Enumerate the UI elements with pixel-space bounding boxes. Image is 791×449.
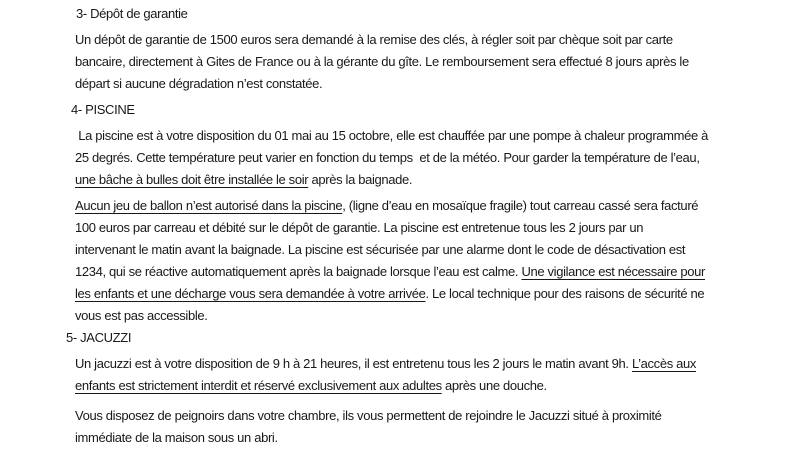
text-run: . Le local technique pour des raisons de sécurité ne <box>425 286 705 301</box>
text-line <box>75 217 719 239</box>
paragraph <box>75 29 719 95</box>
paragraph <box>75 353 719 397</box>
text-line <box>75 305 719 327</box>
text-line <box>75 427 719 449</box>
text-line <box>75 29 719 51</box>
text-line <box>75 169 719 191</box>
text-line <box>75 261 719 283</box>
section-heading: 4- PISCINE <box>71 102 135 117</box>
document-section <box>75 3 719 95</box>
text-line <box>75 375 719 397</box>
text-line <box>75 51 719 73</box>
text-line <box>75 195 719 217</box>
text-run: bancaire, directement à Gites de France ou à la gérante du gîte. Le remboursement sera effectué 8 jours après le <box>75 54 689 69</box>
text-run: vous est pas accessible. <box>75 308 208 323</box>
underlined-text-run: L’accès aux <box>631 356 697 371</box>
underlined-text-run: les enfants et une décharge vous sera demandée à votre arrivée <box>75 286 426 301</box>
section-heading: 3- Dépôt de garantie <box>76 6 188 21</box>
text-line <box>75 353 719 375</box>
text-line <box>75 147 719 169</box>
text-line <box>75 405 719 427</box>
text-run: La piscine est à votre disposition du 01 mai au 15 octobre, elle est chauffée par une pompe à chaleur programmée à <box>75 128 709 143</box>
text-run: Un dépôt de garantie de 1500 euros sera demandé à la remise des clés, à régler soit par chèque soit par carte <box>75 32 673 47</box>
paragraph <box>75 125 719 191</box>
document-section <box>71 99 719 327</box>
text-run: immédiate de la maison sous un abri. <box>75 430 278 445</box>
text-run: après une douche. <box>441 378 547 393</box>
text-run: Vous disposez de peignoirs dans votre chambre, ils vous permettent de rejoindre le Jacuzzi situé à proximité <box>75 408 662 423</box>
text-line <box>75 283 719 305</box>
section-heading: 5- JACUZZI <box>66 330 132 345</box>
text-run: après la baignade. <box>308 172 413 187</box>
underlined-text-run: enfants est strictement interdit et réservé exclusivement aux adultes <box>75 378 442 393</box>
text-line <box>75 125 719 147</box>
text-run: , (ligne d’eau en mosaïque fragile) tout carreau cassé sera facturé <box>342 198 699 213</box>
text-run: 25 degrés. Cette température peut varier en fonction du temps et de la météo. Pour garder la température de l’eau, <box>75 150 700 165</box>
paragraph <box>75 195 719 327</box>
text-line <box>75 239 719 261</box>
text-run: intervenant le matin avant la baignade. La piscine est sécurisée par une alarme dont le code de désactivation est <box>75 242 686 257</box>
underlined-text-run: Aucun jeu de ballon n’est autorisé dans la piscine <box>75 198 343 213</box>
underlined-text-run: une bâche à bulles doit être installée le soir <box>75 172 309 187</box>
text-run: départ si aucune dégradation n’est constatée. <box>75 76 323 91</box>
text-run: 100 euros par carreau et débité sur le dépôt de garantie. La piscine est entretenue tous les 2 jours par un <box>75 220 644 235</box>
document-section <box>66 327 719 449</box>
text-run: Un jacuzzi est à votre disposition de 9 h à 21 heures, il est entretenu tous les 2 jours le matin avant 9h. <box>75 356 632 371</box>
paragraph <box>75 405 719 449</box>
text-line <box>75 73 719 95</box>
underlined-text-run: Une vigilance est nécessaire pour <box>521 264 706 279</box>
text-run: 1234, qui se réactive automatiquement après la baignade lorsque l’eau est calme. <box>75 264 522 279</box>
